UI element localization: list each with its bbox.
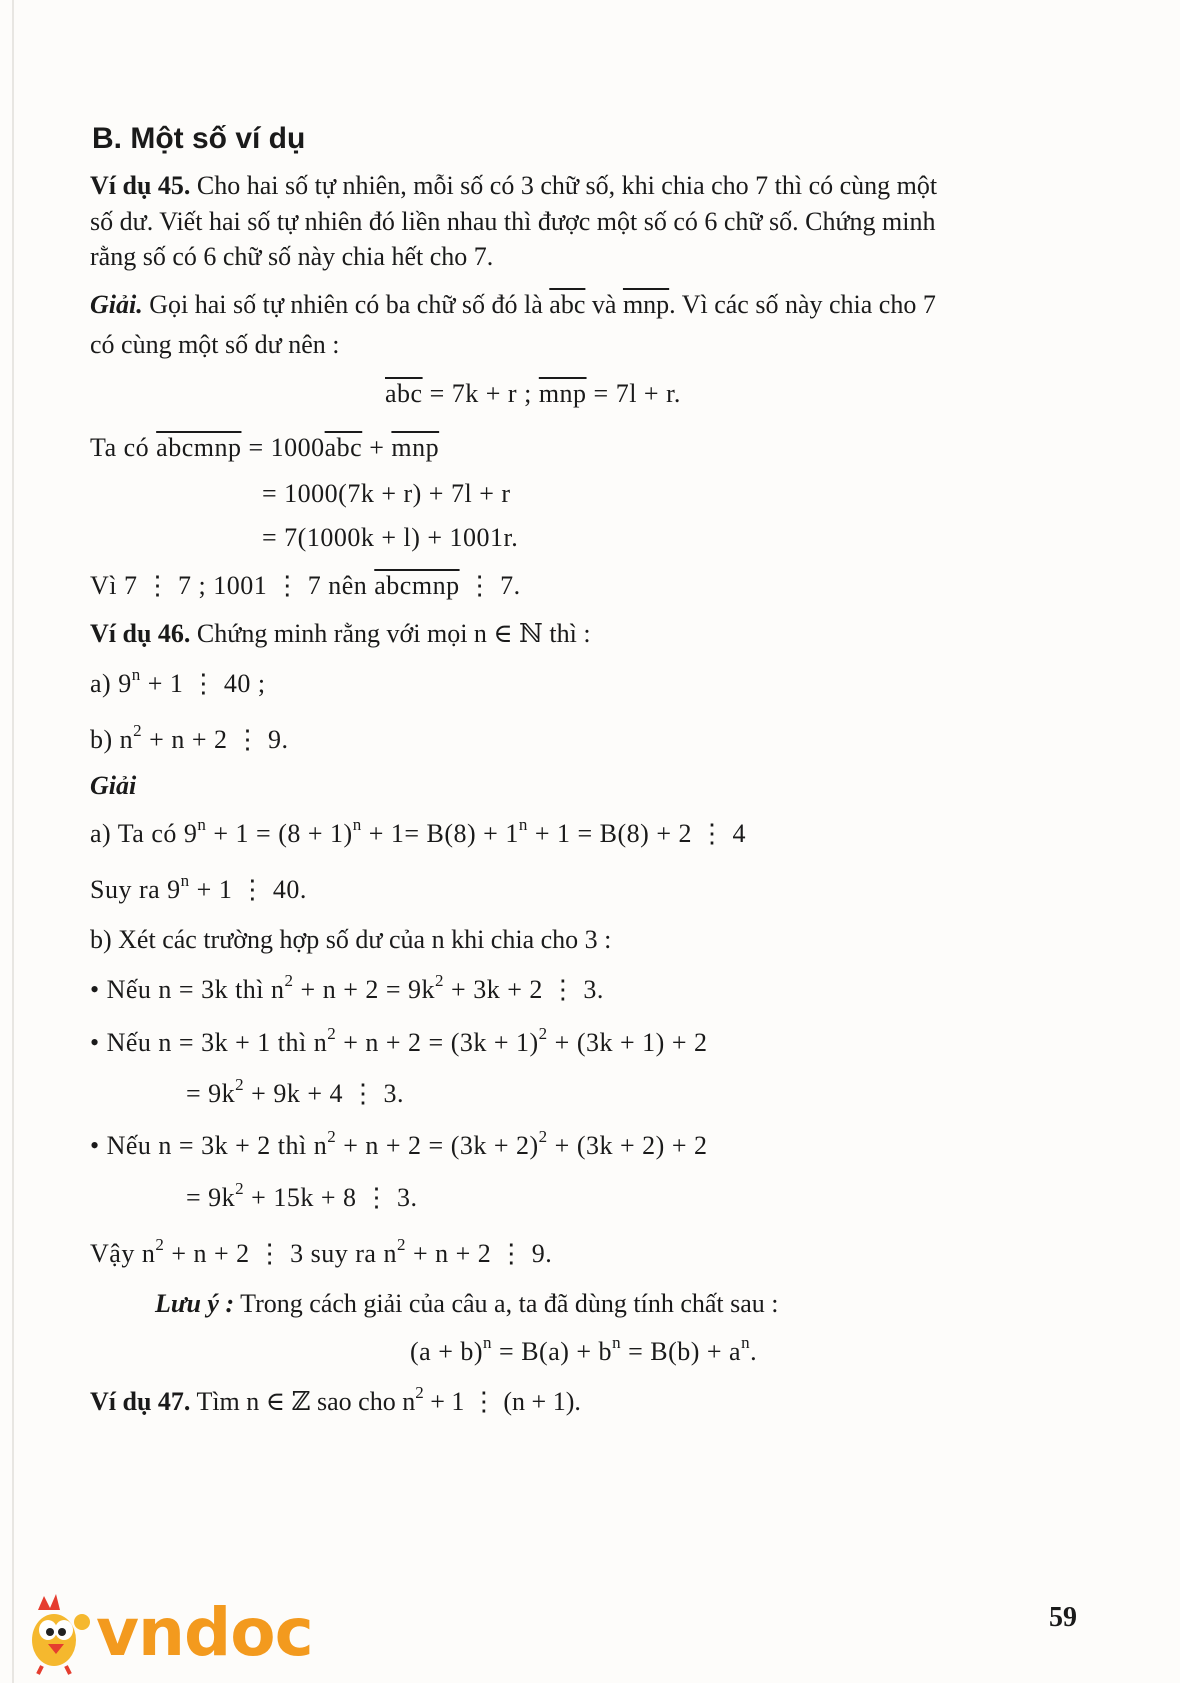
case-2 — [90, 1024, 708, 1059]
text-span: + 3k + 2 ⋮ 3. — [444, 975, 604, 1004]
logo-text: vndoc — [96, 1594, 313, 1671]
text-span: + 1 ⋮ 40 ; — [140, 669, 266, 698]
superscript: 2 — [133, 721, 143, 740]
text-span: Chứng minh rằng với mọi n ∈ ℕ thì : — [190, 619, 591, 648]
note-label: Lưu ý : — [155, 1289, 235, 1318]
superscript: 2 — [327, 1024, 337, 1043]
superscript: 2 — [538, 1127, 548, 1146]
text-span: • Nếu n = 3k thì n — [90, 975, 285, 1004]
superscript: n — [741, 1333, 751, 1352]
text-span: b) n — [90, 725, 134, 754]
text-span: + — [362, 433, 392, 462]
equation-4: = 7(1000k + l) + 1001r. — [262, 523, 519, 552]
overlined-number: $\overline{mnp}$ — [538, 379, 587, 408]
solution-label: Giải. — [90, 290, 143, 319]
equation-2 — [90, 432, 439, 464]
text-span: = B(b) + a — [621, 1337, 742, 1366]
text-span: • Nếu n = 3k + 1 thì n — [90, 1028, 328, 1057]
superscript: n — [131, 665, 141, 684]
text-span: Vì 7 ⋮ 7 ; 1001 ⋮ 7 nên — [90, 571, 375, 600]
example-46-part-a — [90, 665, 266, 700]
superscript: 2 — [235, 1075, 245, 1094]
solution-45-conclusion — [90, 570, 521, 602]
section-heading: B. Một số ví dụ — [92, 122, 306, 155]
text-span: + 1 ⋮ (n + 1). — [423, 1387, 581, 1416]
text-span: + 1 ⋮ 40. — [189, 875, 307, 904]
text-span: = 7k + r ; — [422, 379, 539, 408]
text-span: = 9k — [186, 1079, 236, 1108]
superscript: n — [352, 815, 362, 834]
solution-45-line-2: có cùng một số dư nên : — [90, 330, 340, 359]
solution-45-line-1 — [90, 289, 936, 321]
text-span: Trong cách giải của câu a, ta đã dùng tính chất sau : — [234, 1289, 779, 1318]
example-45-line-1 — [90, 170, 937, 202]
superscript: 2 — [235, 1179, 245, 1198]
overlined-number: abcmnp — [156, 433, 242, 462]
overlined-number: $\overline{abc}$ — [549, 290, 586, 319]
text-span: + (3k + 1) + 2 — [547, 1028, 708, 1057]
equation-1 — [385, 378, 681, 410]
text-span: + 1 = B(8) + 2 ⋮ 4 — [527, 819, 746, 848]
text-span: Suy ra 9 — [90, 875, 181, 904]
solution-46-b-intro: b) Xét các trường hợp số dư của n khi chia cho 3 : — [90, 925, 612, 954]
text-span: và — [585, 290, 623, 319]
text-span: + n + 2 ⋮ 9. — [142, 725, 289, 754]
overlined-number: abcmnp — [374, 571, 460, 600]
superscript: n — [612, 1333, 622, 1352]
superscript: 2 — [327, 1127, 337, 1146]
case-3 — [90, 1127, 708, 1162]
case-2-result — [186, 1075, 404, 1110]
text-span: ⋮ 7. — [459, 571, 521, 600]
superscript: n — [197, 815, 207, 834]
text-span: Ta có — [90, 433, 157, 462]
superscript: 2 — [538, 1024, 548, 1043]
superscript: 2 — [155, 1235, 165, 1254]
text-span: a) Ta có 9 — [90, 819, 198, 848]
superscript: n — [180, 871, 190, 890]
text-span: + 15k + 8 ⋮ 3. — [244, 1183, 418, 1212]
page-edge — [12, 0, 14, 1683]
text-span: Cho hai số tự nhiên, mỗi số có 3 chữ số, khi chia cho 7 thì có cùng một — [190, 171, 938, 200]
solution-46-a-line-2 — [90, 871, 307, 906]
text-span: + 1= B(8) + 1 — [361, 819, 519, 848]
solution-46-a-line-1 — [90, 815, 746, 850]
note-equation — [410, 1333, 758, 1368]
vndoc-logo[interactable] — [18, 1592, 348, 1676]
text-span: + n + 2 ⋮ 9. — [405, 1239, 553, 1268]
text-span: + n + 2 = 9k — [293, 975, 436, 1004]
text-span: = 1000 — [241, 433, 325, 462]
superscript: n — [483, 1333, 493, 1352]
example-46-label: Ví dụ 46. — [90, 619, 191, 648]
case-3-result — [186, 1179, 418, 1214]
example-45-line-2: số dư. Viết hai số tự nhiên đó liền nhau thì được một số có 6 chữ số. Chứng minh — [90, 207, 936, 236]
example-47-statement — [90, 1383, 581, 1418]
overlined-number: $\overline{abc}$ — [385, 379, 423, 408]
text-span: + (3k + 2) + 2 — [547, 1131, 708, 1160]
page-number: 59 — [1049, 1602, 1077, 1633]
example-46-statement — [90, 618, 591, 650]
text-span: + n + 2 = (3k + 1) — [336, 1028, 539, 1057]
superscript: n — [518, 815, 528, 834]
text-span: + n + 2 ⋮ 3 suy ra n — [164, 1239, 397, 1268]
superscript: 2 — [415, 1383, 424, 1402]
text-span: = 7l + r. — [586, 379, 681, 408]
text-span: Gọi hai số tự nhiên có ba chữ số đó là — [142, 290, 550, 319]
text-span: • Nếu n = 3k + 2 thì n — [90, 1131, 328, 1160]
text-span: . Vì các số này chia cho 7 — [669, 290, 936, 319]
superscript: 2 — [396, 1235, 406, 1254]
overlined-number: $\overline{abc}$ — [324, 433, 363, 462]
superscript: 2 — [435, 971, 445, 990]
text-span: = B(a) + b — [492, 1337, 613, 1366]
example-46-part-b — [90, 721, 289, 756]
text-span: + 9k + 4 ⋮ 3. — [244, 1079, 404, 1108]
superscript: 2 — [284, 971, 294, 990]
solution-46-label: Giải — [90, 771, 137, 800]
example-47-label: Ví dụ 47. — [90, 1387, 191, 1416]
mascot-icon — [18, 1592, 94, 1676]
case-1 — [90, 971, 604, 1006]
text-span: = 9k — [186, 1183, 236, 1212]
note — [155, 1288, 779, 1320]
overlined-number: $\overline{mnp}$ — [622, 290, 670, 319]
overlined-number: $\overline{mnp}$ — [391, 433, 440, 462]
text-span: + 1 = (8 + 1) — [206, 819, 353, 848]
solution-46-conclusion — [90, 1235, 553, 1270]
example-45-line-3: rằng số có 6 chữ số này chia hết cho 7. — [90, 242, 494, 271]
text-span: Tìm n ∈ ℤ sao cho n — [190, 1387, 416, 1416]
text-span: + n + 2 = (3k + 2) — [336, 1131, 539, 1160]
text-span: (a + b) — [410, 1337, 484, 1366]
equation-3: = 1000(7k + r) + 7l + r — [262, 479, 511, 508]
text-span: . — [750, 1337, 758, 1366]
text-span: Vậy n — [90, 1239, 156, 1268]
example-45-label: Ví dụ 45. — [90, 171, 191, 200]
text-span: a) 9 — [90, 669, 132, 698]
